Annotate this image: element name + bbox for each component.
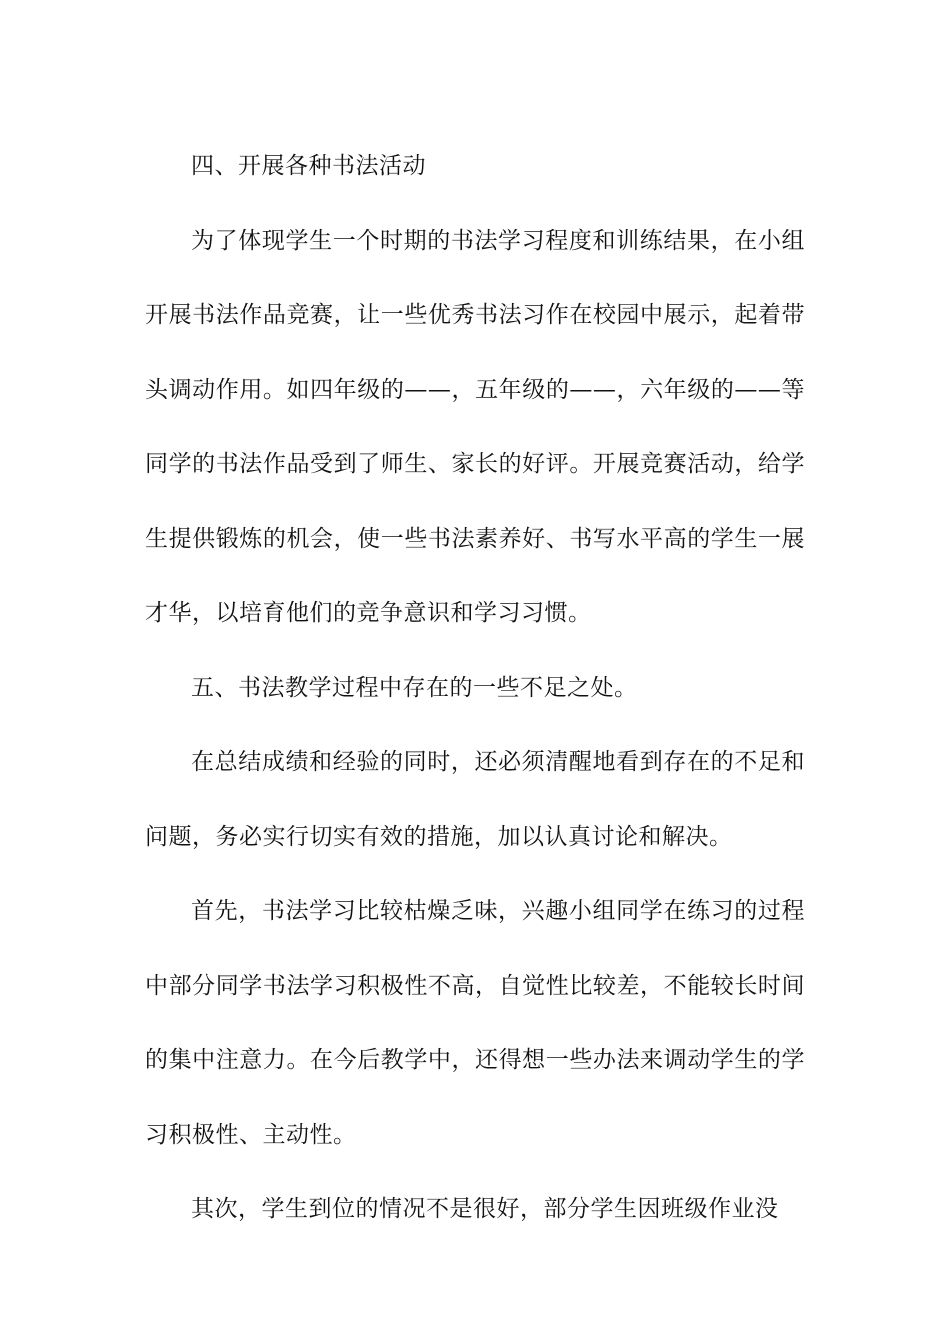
paragraph-first-issue: 首先，书法学习比较枯燥乏味，兴趣小组同学在练习的过程中部分同学书法学习积极性不高，自觉性比较差，不能较长时间的集中注意力。在今后教学中，还得想一些办法来调动学生的学习积极性、主动性。	[145, 898, 805, 1148]
paragraph-competition: 为了体现学生一个时期的书法学习程度和训练结果，在小组开展书法作品竞赛，让一些优秀书法习作在校园中展示，起着带头调动作用。如四年级的——，五年级的——，六年级的——等同学的书法作品受到了师生、家长的好评。开展竞赛活动，给学生提供锻炼的机会，使一些书法素养好、书写水平高的学生一展才华，以培育他们的竞争意识和学习习惯。	[145, 227, 805, 626]
paragraph-second-issue: 其次，学生到位的情况不是很好，部分学生因班级作业没	[191, 1196, 779, 1222]
paragraph-summary: 在总结成绩和经验的同时，还必须清醒地看到存在的不足和问题，务必实行切实有效的措施，加以认真讨论和解决。	[145, 749, 805, 850]
section-heading-shortcomings: 五、书法教学过程中存在的一些不足之处。	[191, 674, 638, 701]
section-heading-activities: 四、开展各种书法活动	[191, 153, 426, 179]
document-body	[145, 129, 805, 1247]
